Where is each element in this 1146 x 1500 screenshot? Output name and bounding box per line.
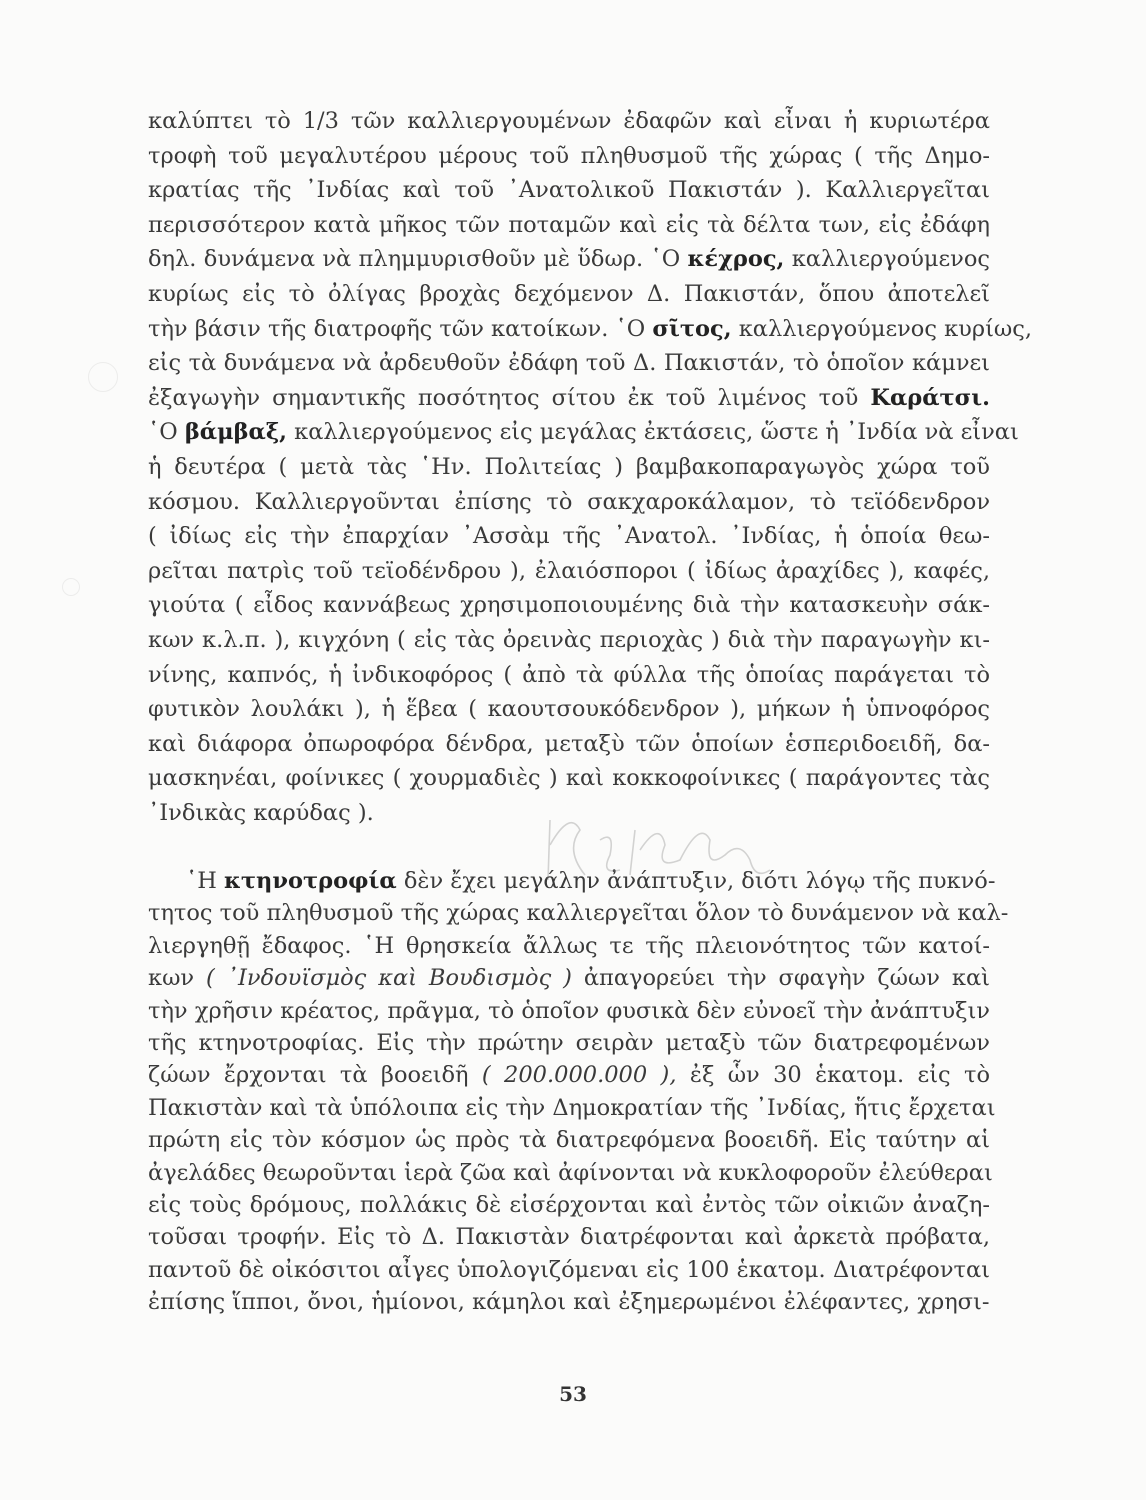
text-segment: ᾿Ινδικὰς καρύδας ). (148, 799, 374, 826)
text-line (148, 930, 990, 962)
text-segment: ρεῖται πατρὶς τοῦ τεϊοδένδρου ), ἐλαιόσποροι ( ἰδίως ἀραχίδες ), καφές, (148, 557, 990, 584)
text-line (148, 485, 990, 520)
text-line (148, 623, 990, 658)
text-line (148, 1124, 990, 1156)
text-segment: ἀπαγορεύει τὴν σφαγὴν ζώων καὶ (571, 965, 990, 992)
bold-term: κτηνοτροφία (224, 868, 397, 894)
text-line (148, 761, 990, 796)
text-segment: τροφὴ τοῦ μεγαλυτέρου μέρους τοῦ πληθυσμοῦ τῆς χώρας ( τῆς Δημο- (148, 142, 990, 169)
bold-term: κέχρος, (687, 246, 785, 273)
text-segment: νίνης, καπνός, ἡ ἰνδικοφόρος ( ἀπὸ τὰ φύλλα τῆς ὁποίας παράγεται τὸ (148, 661, 990, 688)
text-segment: μασκηνέαι, φοίνικες ( χουρμαδιὲς ) καὶ κοκκοφοίνικες ( παράγοντες τὰς (148, 765, 990, 792)
text-segment: εἰς τὰ δυνάμενα νὰ ἀρδευθοῦν ἐδάφη τοῦ Δ. Πακιστάν, τὸ ὁποῖον κάμνει (148, 350, 990, 377)
text-segment: Πακιστὰν καὶ τὰ ὑπόλοιπα εἰς τὴν Δημοκρατίαν τῆς ᾿Ινδίας, ἥτις ἔρχεται (148, 1094, 996, 1121)
bold-term: Καράτσι. (870, 384, 990, 411)
page-smudge (62, 578, 80, 596)
text-segment: περισσότερον κατὰ μῆκος τῶν ποταμῶν καὶ εἰς τὰ δέλτα των, εἰς ἐδάφη (148, 211, 990, 238)
bold-term: βάμβαξ, (184, 419, 287, 446)
text-line (148, 1254, 990, 1286)
text-segment: κρατίας τῆς ᾿Ινδίας καὶ τοῦ ᾿Ανατολικοῦ Πακιστάν ). Καλλιεργεῖται (148, 177, 990, 204)
text-line (148, 692, 990, 727)
text-segment: ῾Η (186, 868, 225, 894)
text-line (148, 658, 990, 693)
text-segment: κων (148, 965, 207, 992)
text-segment: τοῦσαι τροφήν. Εἰς τὸ Δ. Πακιστὰν διατρέφονται καὶ ἀρκετὰ πρόβατα, (148, 1224, 990, 1251)
text-line (148, 139, 990, 174)
text-line (148, 1059, 990, 1091)
text-line (148, 415, 1019, 450)
text-segment: δὲν ἔχει μεγάλην ἀνάπτυξιν, διότι λόγῳ τῆς πυκνό- (396, 868, 996, 894)
text-segment: καλύπτει τὸ 1/3 τῶν καλλιεργουμένων ἐδαφῶν καὶ εἶναι ἡ κυριωτέρα (148, 108, 990, 134)
text-segment: φυτικὸν λουλάκι ), ἡ ἕβεα ( καουτσουκόδενδρον ), μήκων ἡ ὑπνοφόρος (148, 696, 990, 723)
text-line (148, 1286, 990, 1318)
text-line (148, 1027, 990, 1059)
page-smudge (88, 362, 118, 392)
text-segment: τῆς κτηνοτροφίας. Εἰς τὴν πρώτην σειρὰν μεταξὺ τῶν διατρεφομένων (148, 1030, 990, 1057)
italic-text: ( 200.000.000 ), (481, 1062, 677, 1089)
text-line (148, 1221, 990, 1253)
text-segment: εἰς τοὺς δρόμους, πολλάκις δὲ εἰσέρχονται καὶ ἐντὸς τῶν οἰκιῶν ἀναζη- (148, 1192, 990, 1219)
text-segment: κυρίως εἰς τὸ ὀλίγας βροχὰς δεχόμενον Δ. Πακιστάν, ὅπου ἀποτελεῖ (148, 280, 990, 307)
text-segment: λιεργηθῇ ἔδαφος. ῾Η θρησκεία ἄλλως τε τῆς πλειονότητος τῶν κατοί- (148, 932, 990, 959)
handwritten-signature (540, 800, 800, 890)
text-segment: κόσμου. Καλλιεργοῦνται ἐπίσης τὸ σακχαροκάλαμον, τὸ τεϊόδενδρον (148, 488, 990, 515)
text-line (148, 1092, 996, 1124)
text-line (148, 346, 990, 381)
text-line (148, 727, 990, 762)
text-line (148, 588, 990, 623)
paragraph-agriculture (148, 104, 1033, 830)
text-line (148, 554, 990, 589)
bold-term: σῖτος, (652, 315, 732, 342)
text-segment: ῾Ο (148, 419, 185, 446)
text-line (148, 173, 990, 208)
text-segment: κων κ.λ.π. ), κιγχόνη ( εἰς τὰς ὀρεινὰς περιοχὰς ) διὰ τὴν παραγωγὴν κι- (148, 626, 990, 653)
paragraph-livestock (148, 865, 1009, 1319)
text-segment: τὴν βάσιν τῆς διατροφῆς τῶν κατοίκων. ῾Ο (148, 315, 653, 342)
text-line (148, 450, 990, 485)
text-segment: καλλιεργούμενος (784, 246, 990, 273)
text-segment: ἐπίσης ἵπποι, ὄνοι, ἡμίονοι, κάμηλοι καὶ ἐξημερωμένοι ἐλέφαντες, χρησι- (148, 1289, 990, 1316)
page-number: 53 (559, 1382, 587, 1406)
text-line (148, 1189, 990, 1221)
text-segment: τὴν χρῆσιν κρέατος, πρᾶγμα, τὸ ὁποῖον φυσικὰ δὲν εὐνοεῖ τὴν ἀνάπτυξιν (148, 997, 990, 1024)
text-line (148, 277, 990, 312)
text-line (148, 312, 1033, 347)
text-line (148, 208, 990, 243)
text-segment: ἡ δευτέρα ( μετὰ τὰς ῾Ην. Πολιτείας ) βαμβακοπαραγωγὸς χώρα τοῦ (148, 453, 990, 480)
italic-text: ( ᾿Ινδουϊσμὸς καὶ Βουδισμὸς ) (206, 965, 572, 992)
text-segment: καλλιεργούμενος κυρίως, (731, 315, 1033, 342)
text-segment: ἐξ ὧν 30 ἑκατομ. εἰς τὸ (676, 1062, 990, 1089)
text-segment: ἀγελάδες θεωροῦνται ἱερὰ ζῶα καὶ ἀφίνονται νὰ κυκλοφοροῦν ἐλεύθεραι (148, 1159, 993, 1186)
text-segment: δηλ. δυνάμενα νὰ πλημμυρισθοῦν μὲ ὕδωρ. ῾Ο (148, 246, 688, 273)
text-segment: τητος τοῦ πληθυσμοῦ τῆς χώρας καλλιεργεῖται ὅλον τὸ δυνάμενον νὰ καλ- (148, 900, 1009, 927)
text-line (148, 995, 990, 1027)
text-line (148, 104, 990, 139)
text-segment: καὶ διάφορα ὀπωροφόρα δένδρα, μεταξὺ τῶν ὁποίων ἑσπεριδοειδῆ, δα- (148, 730, 990, 757)
text-segment: ζώων ἔρχονται τὰ βοοειδῆ (148, 1062, 482, 1089)
text-segment: καλλιεργούμενος εἰς μεγάλας ἐκτάσεις, ὥστε ἡ ᾿Ινδία νὰ εἶναι (287, 419, 1019, 446)
text-line (148, 381, 990, 416)
text-line (148, 1157, 993, 1189)
text-line (148, 242, 990, 277)
text-line (148, 897, 1009, 929)
text-segment: γιούτα ( εἶδος καννάβεως χρησιμοποιουμένης διὰ τὴν κατασκευὴν σάκ- (148, 592, 990, 619)
text-segment: παντοῦ δὲ οἰκόσιτοι αἶγες ὑπολογιζόμεναι εἰς 100 ἑκατομ. Διατρέφονται (148, 1256, 990, 1283)
text-line (148, 962, 990, 994)
text-segment: πρώτη εἰς τὸν κόσμον ὡς πρὸς τὰ διατρεφόμενα βοοειδῆ. Εἰς ταύτην αἱ (148, 1127, 990, 1154)
text-line (148, 519, 990, 554)
text-segment: ἐξαγωγὴν σημαντικῆς ποσότητος σίτου ἐκ τοῦ λιμένος τοῦ (148, 384, 871, 411)
text-segment: ( ἰδίως εἰς τὴν ἐπαρχίαν ᾿Ασσὰμ τῆς ᾿Ανατολ. ᾿Ινδίας, ἡ ὁποία θεω- (148, 523, 990, 550)
